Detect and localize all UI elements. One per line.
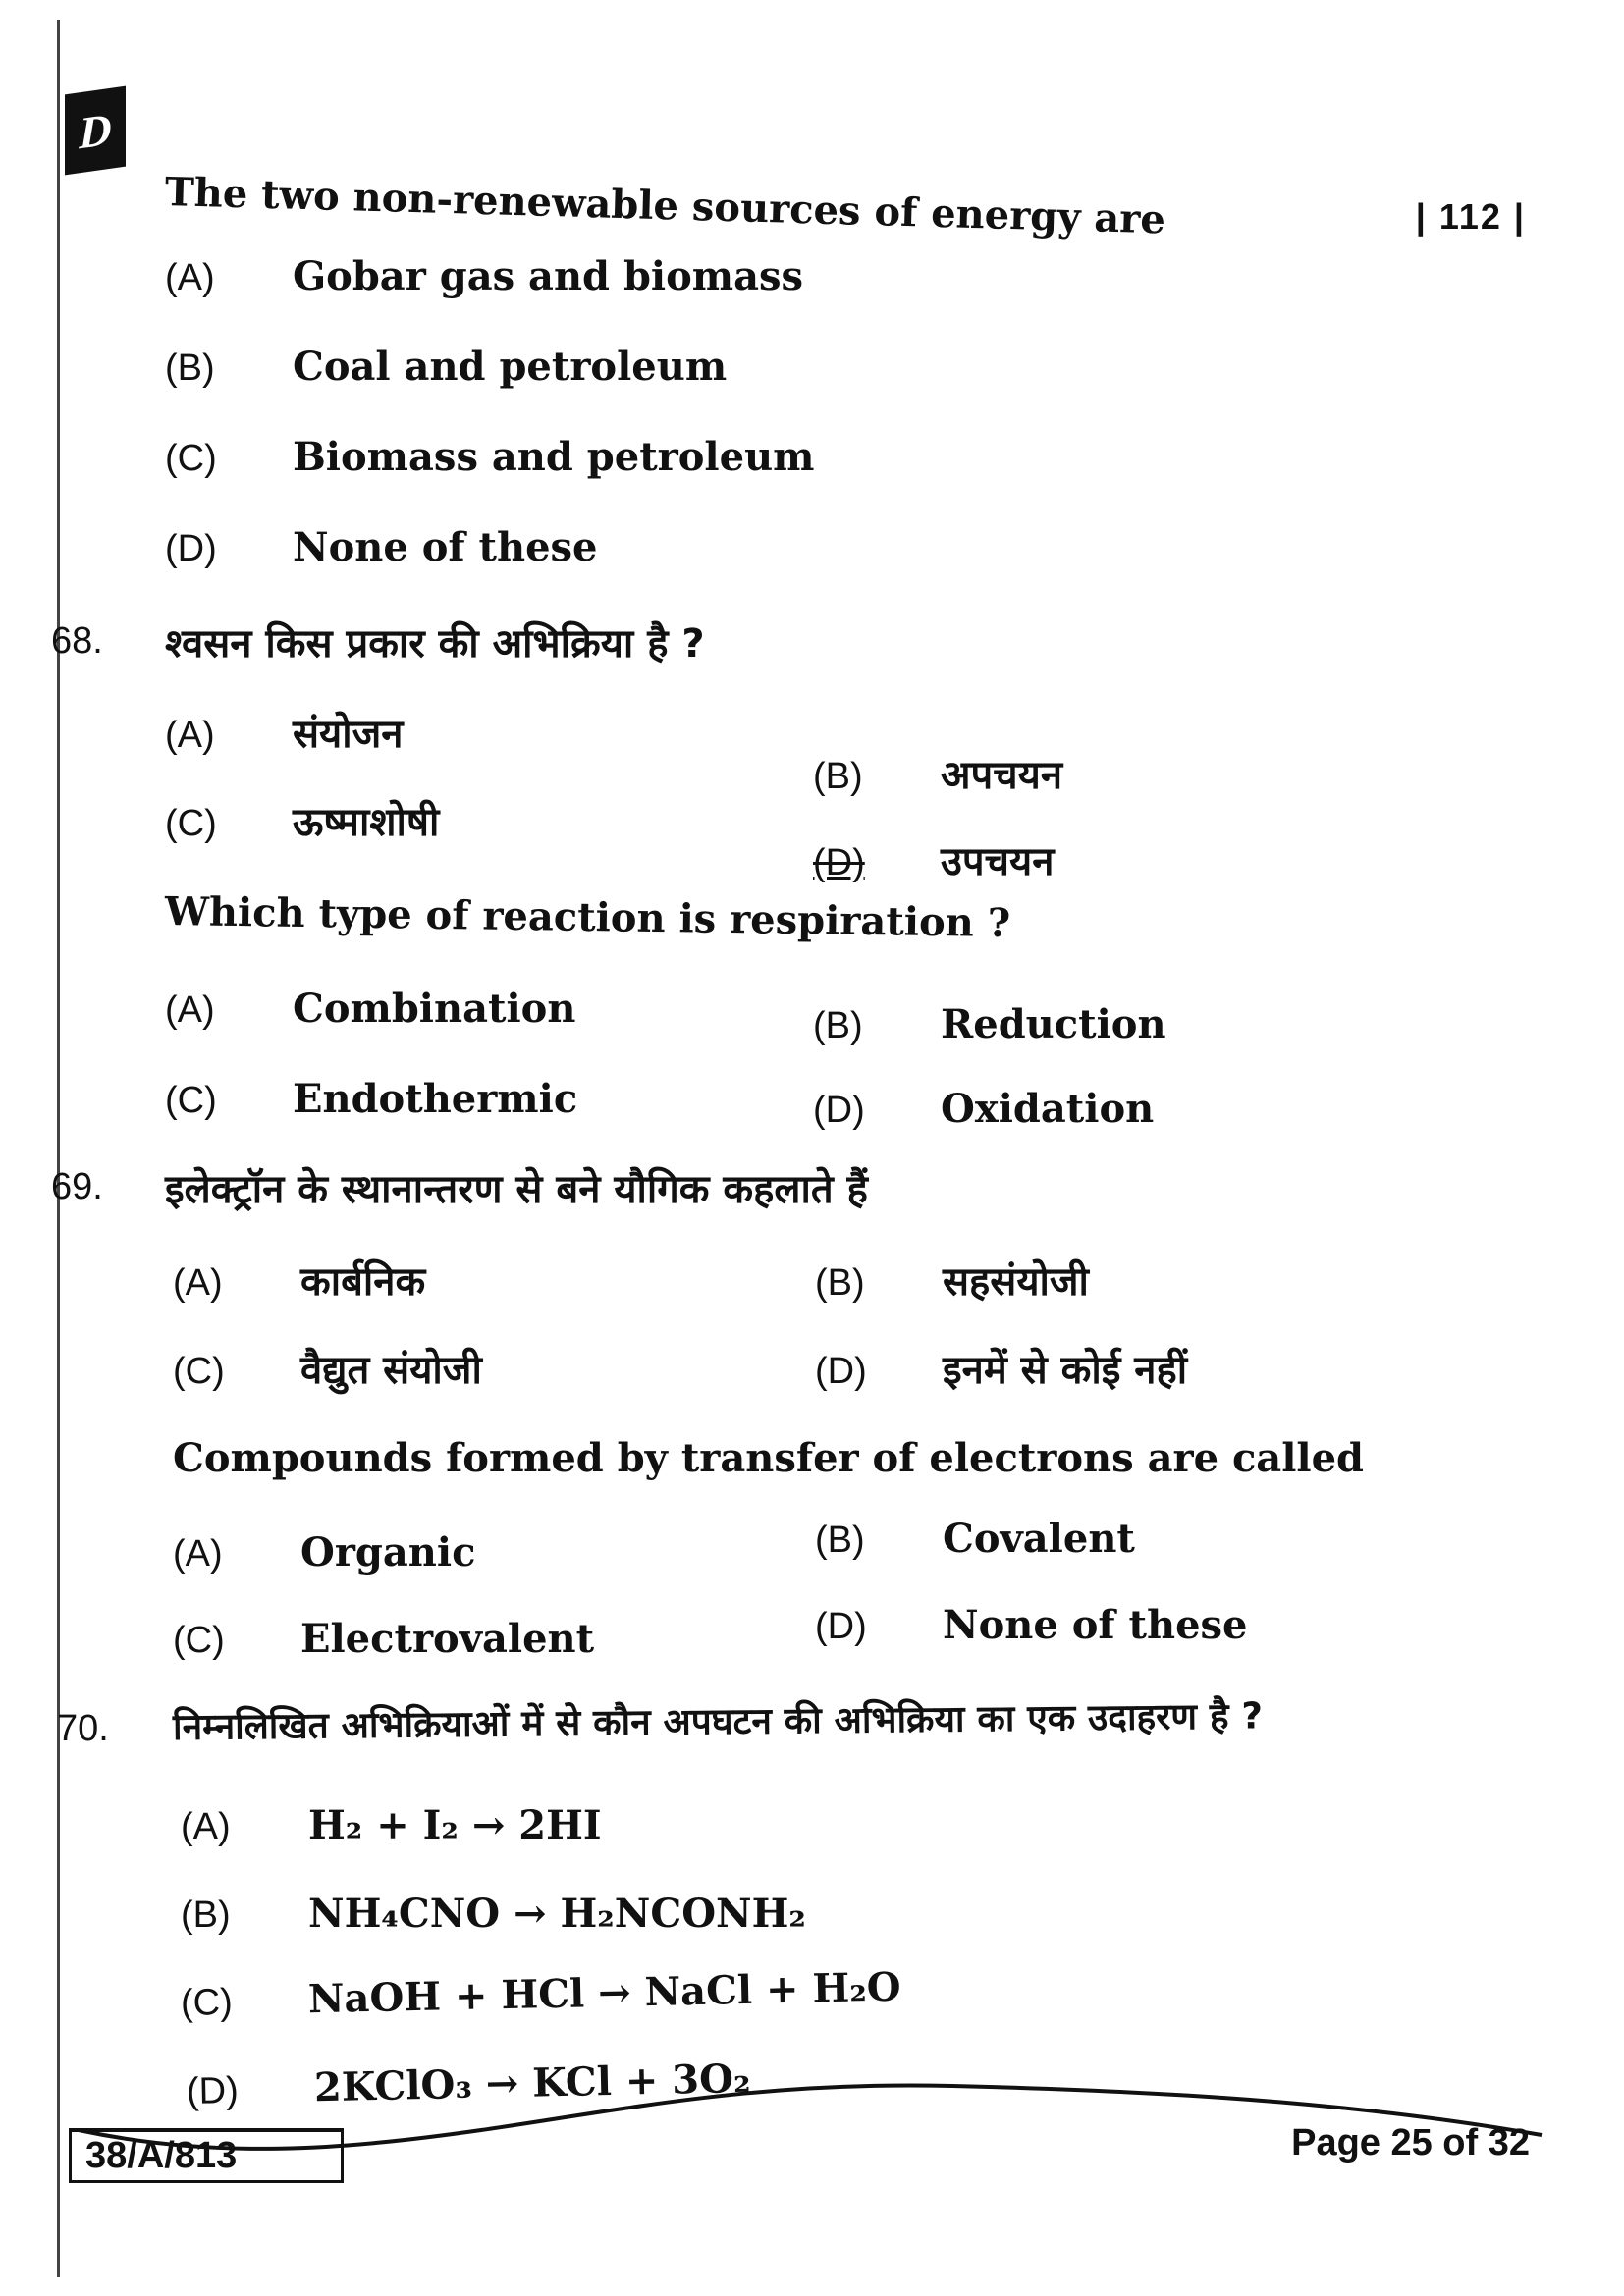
option-text: वैद्युत संयोजी xyxy=(300,1348,482,1393)
question-stem-en: Compounds formed by transfer of electrons are called xyxy=(173,1435,1365,1481)
option-b[interactable] xyxy=(181,1891,806,1937)
option-label: (C) xyxy=(165,438,217,479)
page-number: Page 25 of 32 xyxy=(1291,2122,1530,2163)
option-label: (A) xyxy=(181,1806,231,1847)
option-text: Covalent xyxy=(943,1516,1135,1562)
question-number: 68. xyxy=(51,620,103,662)
option-label: (B) xyxy=(181,1895,231,1936)
hi-option-d[interactable] xyxy=(815,1341,1187,1395)
question-number: 70. xyxy=(57,1708,109,1749)
option-b[interactable] xyxy=(165,344,727,390)
option-c[interactable] xyxy=(165,434,814,480)
option-equation: NH₄CNO → H₂NCONH₂ xyxy=(308,1891,806,1937)
question-stem-hi: निम्नलिखित अभिक्रियाओं में से कौन अपघटन की अभिक्रिया का एक उदाहरण है ? xyxy=(172,1694,1264,1748)
option-label: (D) xyxy=(813,1090,865,1131)
paper-code: 38/A/813 xyxy=(85,2135,238,2176)
paper-code-box xyxy=(69,2128,344,2183)
option-a[interactable] xyxy=(165,253,803,299)
option-label: (B) xyxy=(813,756,863,797)
set-label: D xyxy=(79,103,112,158)
option-text: Biomass and petroleum xyxy=(293,434,815,480)
hi-option-d-marked[interactable] xyxy=(813,832,1054,886)
option-text: Coal and petroleum xyxy=(293,344,728,390)
option-d[interactable] xyxy=(165,524,598,570)
question-stem-hi: इलेक्ट्रॉन के स्थानान्तरण से बने यौगिक कहलाते हैं xyxy=(165,1167,868,1212)
option-b[interactable] xyxy=(813,1001,1166,1047)
option-text: संयोजन xyxy=(293,712,404,757)
option-text: Endothermic xyxy=(293,1076,578,1122)
option-text: अपचयन xyxy=(941,753,1063,798)
question-stem-en: The two non-renewable sources of energy are xyxy=(164,169,1166,243)
hi-option-a[interactable] xyxy=(165,705,403,759)
question-number: 69. xyxy=(51,1166,103,1207)
option-label: (C) xyxy=(173,1351,225,1392)
option-text: Reduction xyxy=(941,1001,1166,1047)
option-text: Electrovalent xyxy=(300,1616,595,1662)
option-label: (A) xyxy=(165,989,215,1031)
hi-option-b[interactable] xyxy=(813,746,1062,800)
option-label: (B) xyxy=(815,1262,865,1304)
option-a[interactable] xyxy=(181,1802,602,1848)
option-text: Combination xyxy=(293,986,576,1032)
option-label: (A) xyxy=(165,715,215,756)
option-text: सहसंयोजी xyxy=(943,1259,1089,1305)
option-label: (D) xyxy=(815,1351,867,1392)
option-text: None of these xyxy=(943,1602,1248,1648)
option-text: Gobar gas and biomass xyxy=(293,253,804,299)
option-a[interactable] xyxy=(173,1529,475,1575)
option-label: (B) xyxy=(813,1005,863,1046)
hi-option-c[interactable] xyxy=(173,1341,482,1395)
option-text: कार्बनिक xyxy=(300,1259,426,1305)
question-code: | 112 | xyxy=(1415,196,1526,237)
option-label: (A) xyxy=(173,1262,223,1304)
left-margin-line xyxy=(57,20,60,2277)
option-a[interactable] xyxy=(165,986,575,1032)
hi-option-c[interactable] xyxy=(165,793,439,847)
option-label: (C) xyxy=(165,1080,217,1121)
question-stem-en: Which type of reaction is respiration ? xyxy=(164,888,1011,947)
option-d[interactable] xyxy=(813,1086,1154,1132)
option-text: इनमें से कोई नहीं xyxy=(943,1348,1188,1393)
option-label: (A) xyxy=(173,1533,223,1575)
option-text: Organic xyxy=(300,1529,476,1575)
option-text: उपचयन xyxy=(941,839,1055,884)
option-label: (D) xyxy=(813,842,865,883)
option-d[interactable] xyxy=(815,1602,1248,1648)
option-c[interactable] xyxy=(165,1076,577,1122)
option-text: Oxidation xyxy=(941,1086,1155,1132)
option-c[interactable] xyxy=(173,1616,594,1662)
option-label: (B) xyxy=(165,347,215,389)
option-label: (C) xyxy=(165,803,217,844)
option-equation: NaOH + HCl → NaCl + H₂O xyxy=(307,1963,902,2023)
option-c[interactable] xyxy=(181,1964,902,2025)
question-stem-hi: श्वसन किस प्रकार की अभिक्रिया है ? xyxy=(165,621,705,667)
hi-option-b[interactable] xyxy=(815,1253,1089,1307)
option-equation: 2KClO₃ → KCl + 3O₂ xyxy=(313,2055,751,2111)
option-label: (D) xyxy=(165,528,217,569)
option-label: (A) xyxy=(165,257,215,298)
option-label: (D) xyxy=(815,1606,867,1647)
option-label: (B) xyxy=(815,1520,865,1561)
option-label: (C) xyxy=(173,1620,225,1661)
option-label: (C) xyxy=(180,1981,234,2024)
option-text: None of these xyxy=(293,524,598,570)
set-badge xyxy=(65,86,126,176)
option-text: ऊष्माशोषी xyxy=(293,800,440,845)
hi-option-a[interactable] xyxy=(173,1253,425,1307)
option-label: (D) xyxy=(186,2069,240,2112)
option-b[interactable] xyxy=(815,1516,1135,1562)
option-equation: H₂ + I₂ → 2HI xyxy=(308,1802,602,1848)
